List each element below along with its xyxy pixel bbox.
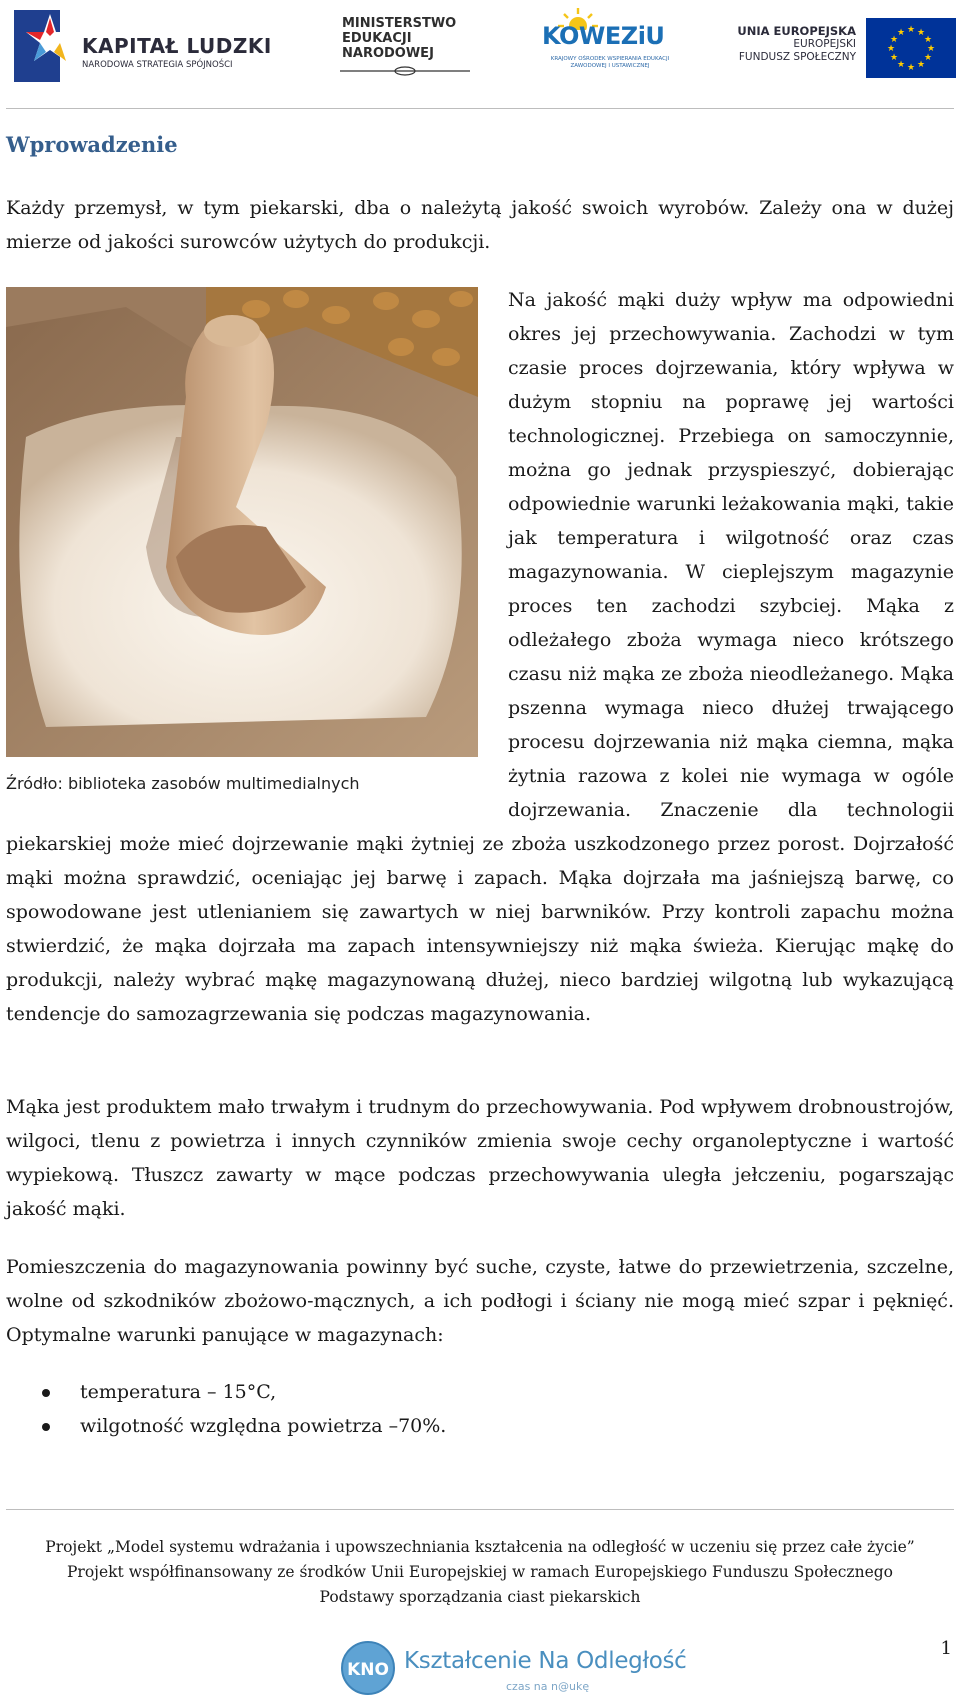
list-item xyxy=(6,1409,946,1443)
page-number: 1 xyxy=(940,1638,952,1659)
svg-text:★: ★ xyxy=(889,35,899,45)
svg-text:★: ★ xyxy=(886,44,896,54)
main-text-block xyxy=(6,283,954,1031)
kowezu-name: KOWEZiU xyxy=(542,22,665,50)
unia-line-1: UNIA EUROPEJSKA xyxy=(737,24,856,38)
page-footer xyxy=(0,1535,960,1610)
svg-text:★: ★ xyxy=(896,28,906,38)
conditions-list xyxy=(6,1375,946,1443)
figure-caption: Źródło: biblioteka zasobów multimedialnych xyxy=(6,774,360,793)
svg-text:★: ★ xyxy=(916,60,926,70)
unia-europejska-logo xyxy=(736,6,958,86)
kowezu-logo xyxy=(542,6,672,86)
kapital-ludzki-title: KAPITAŁ LUDZKI xyxy=(82,34,272,58)
header-divider xyxy=(6,108,954,109)
header-logos xyxy=(0,0,960,100)
footer-line-1: Projekt „Model systemu wdrażania i upowszechniania kształcenia na odległość w uczeniu się przez całe życie” xyxy=(45,1538,915,1556)
unia-line-2: EUROPEJSKI xyxy=(793,38,856,50)
storage-paragraph: Mąka jest produktem mało trwałym i trudnym do przechowywania. Pod wpływem drobnoustrojów, wilgoci, tlenu z powietrza i innych czynników zmienia swoje cechy organoleptyczne i wartość wypiekową. Tłuszcz zawarty w mące podczas przechowywania uległa jełczeniu, pogarszając jakość mąki. xyxy=(6,1096,954,1220)
section-heading: Wprowadzenie xyxy=(6,132,178,157)
flour-scoop-photo xyxy=(6,287,478,757)
list-item xyxy=(6,1375,946,1409)
ministerstwo-logo xyxy=(338,6,478,86)
svg-text:★: ★ xyxy=(889,53,899,63)
kno-title: Kształcenie Na Odległość xyxy=(404,1648,687,1674)
unia-europejska-text xyxy=(736,24,856,64)
ministerstwo-line-3: NARODOWEJ xyxy=(342,46,434,61)
kapital-ludzki-logo xyxy=(10,6,272,86)
ministerstwo-ornament-icon xyxy=(340,64,470,78)
ministerstwo-line-1: MINISTERSTWO xyxy=(342,16,457,31)
ministerstwo-line-2: EDUKACJI xyxy=(342,31,412,46)
svg-text:★: ★ xyxy=(923,35,933,45)
kno-mark: KNO xyxy=(347,1660,389,1680)
svg-text:★: ★ xyxy=(906,25,916,35)
footer-divider xyxy=(6,1509,954,1510)
kapital-ludzki-subtitle: NARODOWA STRATEGIA SPÓJNOŚCI xyxy=(82,60,233,70)
svg-text:★: ★ xyxy=(906,63,916,73)
footer-line-3: Podstawy sporządzania ciast piekarskich xyxy=(319,1588,641,1606)
bullet-icon xyxy=(42,1389,50,1397)
footer-line-2: Projekt współfinansowany ze środków Unii Europejskiej w ramach Europejskiego Funduszu Społecznego xyxy=(67,1563,893,1581)
kno-globe-icon xyxy=(340,1640,396,1696)
kowezu-subtitle: KRAJOWY OŚRODEK WSPIERANIA EDUKACJI ZAWODOWEJ I USTAWICZNEJ xyxy=(550,56,670,69)
svg-text:★: ★ xyxy=(923,53,933,63)
intro-paragraph: Każdy przemysł, w tym piekarski, dba o należytą jakość swoich wyrobów. Zależy ona w dużej mierze od jakości surowców użytych do produkcji. xyxy=(6,197,954,253)
kapital-ludzki-star-icon xyxy=(10,6,76,86)
kno-logo xyxy=(340,1640,687,1700)
flour-figure xyxy=(6,287,492,799)
main-paragraph-text: Na jakość mąki duży wpływ ma odpowiedni okres jej przechowywania. Zachodzi w tym czasie proces dojrzewania, który wpływa w dużym stopniu na poprawę jej wartości technologicznej. Przebiega on samoczynnie, można go jednak przyspieszyć, dobierając odpowiednie warunki leżakowania mąki, takie jak temperatura i wilgotność oraz czas magazynowania. W cieplejszym magazynie proces ten zachodzi szybciej. Mąka z odleżałego zboża wymaga nieco krótszego czasu niż mąka ze zboża nieodleżanego. Mąka pszenna wymaga nieco dłużej trwającego procesu dojrzewania niż mąka ciemna, mąka żytnia razowa z kolei nie wymaga w ogóle dojrzewania. Znaczenie dla technologii piekarskiej może mieć dojrzewanie mąki żytniej ze zboża uszkodzonego przez porost. Dojrzałość mąki można sprawdzić, oceniając jej barwę i zapach. Mąka dojrzała ma jaśniejszą barwę, co spowodowane jest utlenianiem się zawartych w niej barwników. Przy kontroli zapachu można stwierdzić, że mąka dojrzała ma zapach intensywniejszy niż mąka świeża. Kierując mąkę do produkcji, należy wybrać mąkę magazynowaną dłużej, nieco bardziej wilgotną lub wykazującą tendencje do samozagrzewania się podczas magazynowania. xyxy=(6,289,954,1025)
bullet-icon xyxy=(42,1423,50,1431)
kno-subtitle: czas na n@ukę xyxy=(506,1680,590,1693)
eu-flag-icon xyxy=(866,18,956,78)
svg-text:★: ★ xyxy=(916,28,926,38)
list-item-text: wilgotność względna powietrza –70%. xyxy=(80,1415,447,1437)
list-item-text: temperatura – 15°C, xyxy=(80,1381,277,1403)
unia-line-3: FUNDUSZ SPOŁECZNY xyxy=(738,51,856,63)
svg-text:★: ★ xyxy=(926,44,936,54)
svg-text:★: ★ xyxy=(896,60,906,70)
warehouse-paragraph: Pomieszczenia do magazynowania powinny być suche, czyste, łatwe do przewietrzenia, szczelne, wolne od szkodników zbożowo-mącznych, a ich podłogi i ściany nie mogą mieć szpar i pęknięć. Optymalne warunki panujące w magazynach: xyxy=(6,1256,954,1346)
